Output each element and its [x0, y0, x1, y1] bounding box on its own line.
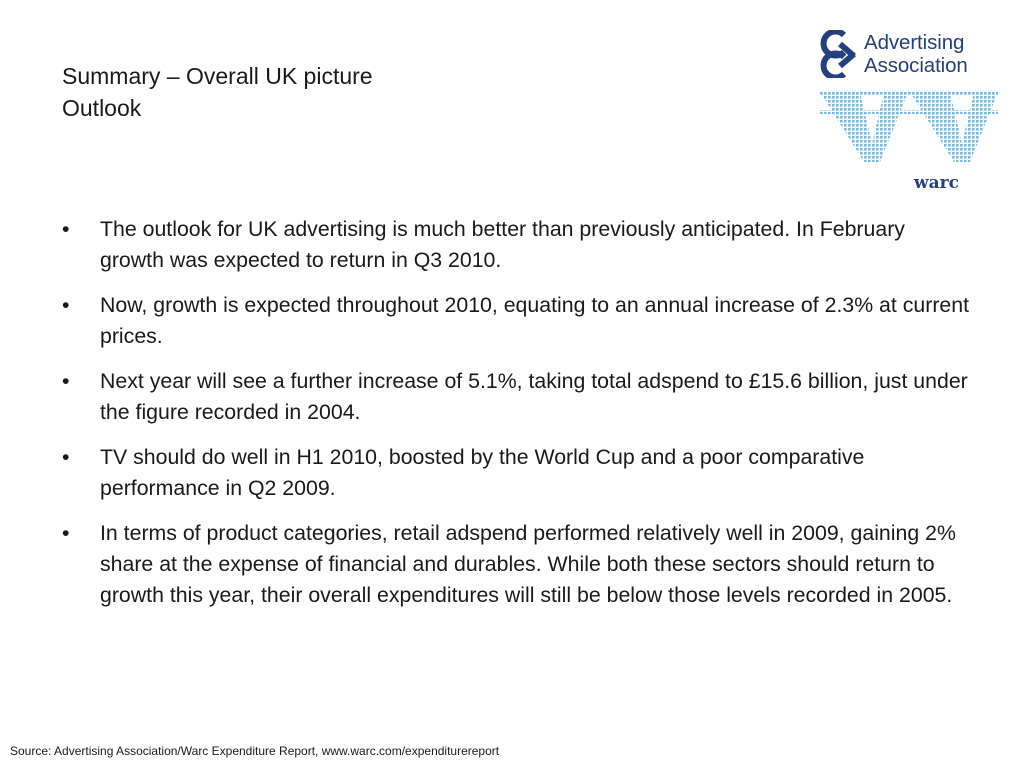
source-note: Source: Advertising Association/Warc Expenditure Report, www.warc.com/expenditurereport — [10, 744, 500, 758]
bullet-list — [62, 214, 972, 625]
slide-subtitle: Outlook — [62, 95, 142, 121]
logo-line1: Advertising — [864, 31, 965, 54]
bullet-item — [62, 214, 972, 276]
bullet-glyph: • — [62, 293, 70, 317]
bullet-item — [62, 518, 972, 611]
bullet-glyph: • — [62, 217, 70, 241]
bullet-glyph: • — [62, 521, 70, 545]
slide-title — [62, 60, 373, 124]
bullet-text: The outlook for UK advertising is much better than previously anticipated. In February growth was expected to return in Q3 2010. — [100, 217, 905, 272]
bullet-glyph: • — [62, 445, 70, 469]
logo-line2: Association — [864, 54, 968, 77]
slide-title-line1: Summary – Overall UK picture — [62, 63, 373, 89]
bullet-text: TV should do well in H1 2010, boosted by the World Cup and a poor comparative performance in Q2 2009. — [100, 445, 865, 500]
bullet-text: In terms of product categories, retail adspend performed relatively well in 2009, gaining 2% share at the expense of financial and durables. While both these sectors should return to growth this year, their overall expenditures will still be below those levels recorded in 2005. — [100, 521, 956, 607]
bullet-item — [62, 442, 972, 504]
bullet-glyph: • — [62, 369, 70, 393]
warc-wordmark: warc — [914, 173, 959, 193]
bullet-text: Now, growth is expected throughout 2010, equating to an annual increase of 2.3% at current prices. — [100, 293, 970, 348]
warc-vv-logo-icon — [820, 92, 998, 174]
advertising-association-logo-icon — [818, 30, 858, 78]
bullet-text: Next year will see a further increase of 5.1%, taking total adspend to £15.6 billion, just under the figure recorded in 2004. — [100, 369, 968, 424]
logo-block — [818, 28, 1000, 198]
bullet-item — [62, 290, 972, 352]
advertising-association-wordmark — [864, 31, 968, 77]
bullet-item — [62, 366, 972, 428]
